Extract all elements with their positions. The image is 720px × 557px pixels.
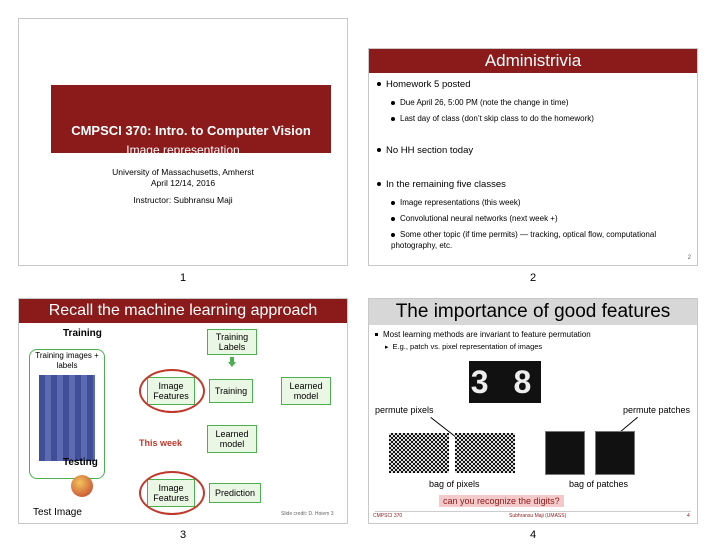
test-image-apple bbox=[71, 475, 93, 497]
red-circle-bottom bbox=[139, 471, 205, 515]
footer-left: CMPSCI 370 bbox=[373, 513, 403, 519]
arrow-down-icon bbox=[228, 357, 236, 367]
image-features-box: Image Features bbox=[147, 377, 195, 405]
instructor: Instructor: Subhransu Maji bbox=[133, 195, 233, 205]
slide-title: Recall the machine learning approach bbox=[19, 299, 347, 323]
slide-3 bbox=[18, 298, 348, 524]
slide-title: Administrivia bbox=[369, 49, 697, 73]
permute-pixels-label: permute pixels bbox=[375, 405, 434, 415]
testing-heading: Testing bbox=[63, 457, 98, 468]
digits-image: 3 8 bbox=[469, 361, 541, 403]
training-images-label: Training images + labels bbox=[35, 351, 99, 370]
bullet-1a: ▸ E.g., patch vs. pixel representation of images bbox=[385, 342, 543, 351]
red-circle-top bbox=[139, 369, 205, 413]
training-box: Training bbox=[209, 379, 253, 403]
date: April 12/14, 2016 bbox=[150, 178, 216, 188]
image-features-box-2: Image Features bbox=[147, 479, 195, 507]
slide-1 bbox=[18, 18, 348, 266]
patches-left bbox=[545, 431, 585, 475]
bullet-2: No HH section today bbox=[377, 145, 473, 157]
page-number-4: 4 bbox=[529, 529, 537, 541]
university: University of Massachusetts, Amherst bbox=[112, 167, 254, 177]
this-week-label: This week bbox=[139, 438, 183, 448]
bullet-3a: Image representations (this week) bbox=[391, 197, 521, 208]
page-number-3: 3 bbox=[179, 529, 187, 541]
slide-title: The importance of good features bbox=[369, 299, 697, 325]
question-highlight: can you recognize the digits? bbox=[439, 495, 564, 507]
slide-subtitle: Image representation bbox=[126, 143, 240, 157]
bullet-1: Homework 5 posted bbox=[377, 79, 470, 91]
inner-page-number: 2 bbox=[687, 255, 691, 261]
patches-right bbox=[595, 431, 635, 475]
noise-pixels-left bbox=[389, 433, 449, 473]
training-heading: Training bbox=[63, 328, 102, 339]
bullet-3c: Some other topic (if time permits) — tracking, optical flow, computational photography, etc. bbox=[391, 230, 657, 250]
bullet-1: Most learning methods are invariant to feature permutation bbox=[375, 329, 591, 340]
noise-pixels-right bbox=[455, 433, 515, 473]
training-labels-box: Training Labels bbox=[207, 329, 257, 355]
footer-right: 4 bbox=[687, 513, 690, 519]
learned-model-box-2: Learned model bbox=[207, 425, 257, 453]
page-number-2: 2 bbox=[529, 272, 537, 284]
bullet-1a: Due April 26, 5:00 PM (note the change in time) bbox=[391, 97, 569, 108]
test-image-label: Test Image bbox=[33, 507, 82, 518]
bullet-3: In the remaining five classes bbox=[377, 179, 506, 191]
prediction-box: Prediction bbox=[209, 483, 261, 503]
slide-4 bbox=[368, 298, 698, 524]
slide-2 bbox=[368, 48, 698, 266]
training-image-grid bbox=[39, 375, 95, 461]
slide-title: CMPSCI 370: Intro. to Computer Vision bbox=[71, 123, 311, 138]
learned-model-box: Learned model bbox=[281, 377, 331, 405]
footer-rule bbox=[375, 511, 691, 512]
slide-credit: Slide credit: D. Hoiem 3 bbox=[281, 511, 334, 517]
bag-of-patches-label: bag of patches bbox=[569, 479, 629, 489]
footer-mid: Subhransu Maji (UMASS) bbox=[509, 513, 567, 519]
page-number-1: 1 bbox=[179, 272, 187, 284]
permute-patches-label: permute patches bbox=[623, 405, 691, 415]
bullet-1b: Last day of class (don’t skip class to do the homework) bbox=[391, 113, 594, 124]
bag-of-pixels-label: bag of pixels bbox=[429, 479, 480, 489]
bullet-3b: Convolutional neural networks (next week +) bbox=[391, 213, 558, 224]
